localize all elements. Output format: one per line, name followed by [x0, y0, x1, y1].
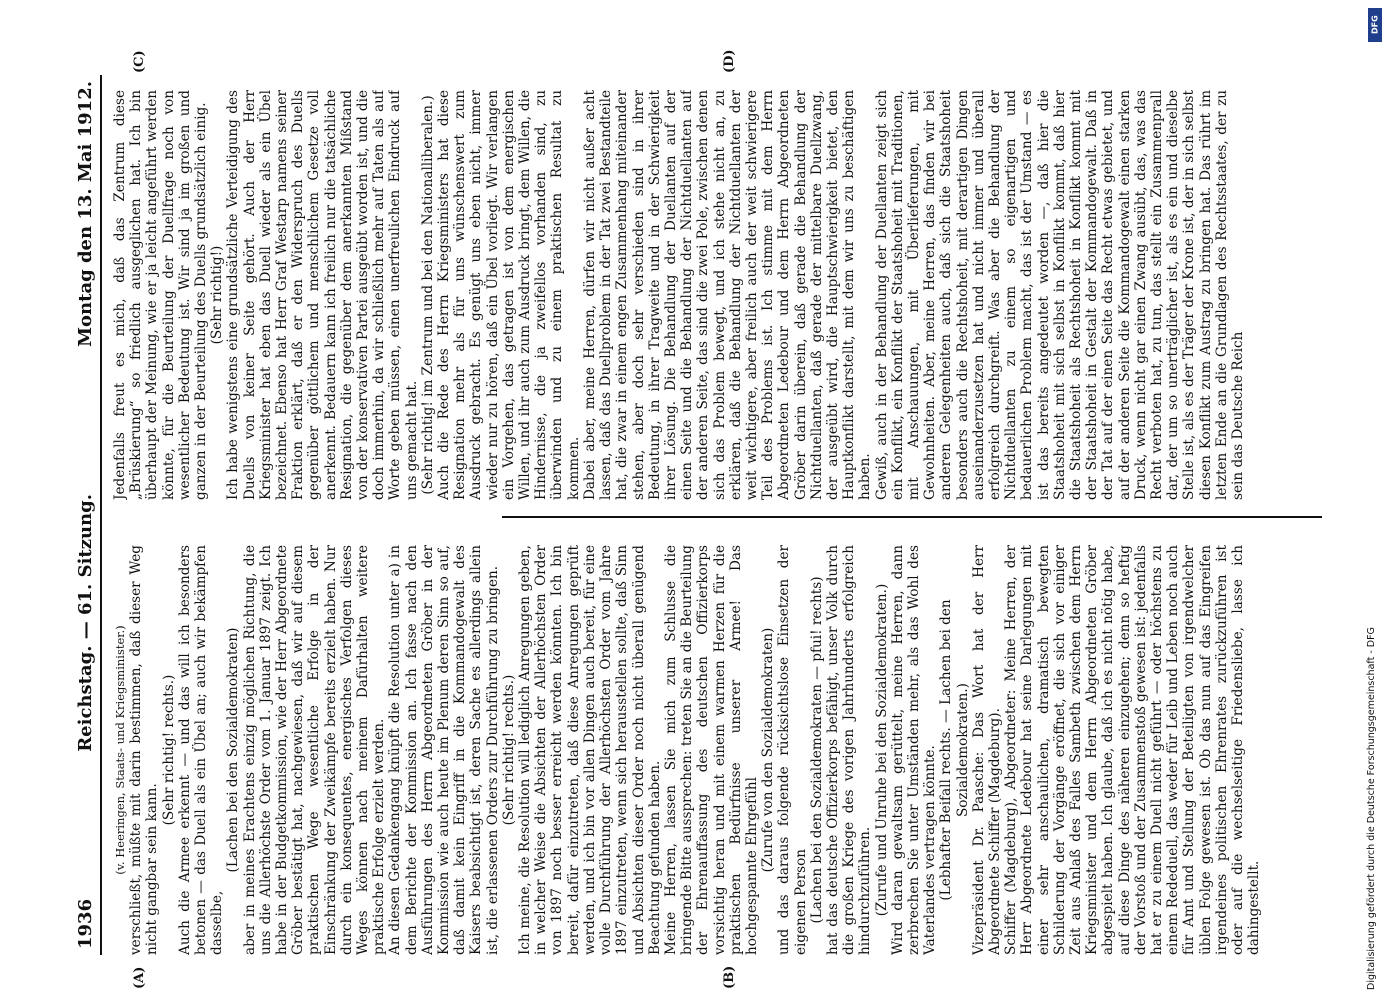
paragraph: Dabei aber, meine Herren, dürfen wir nicht außer acht lassen, daß das Duellproblem in der Tat zwei Bestandteile hat, die zwar in einem engen Zusammenhang miteinander stehen, aber doch sehr verschieden sind in ihrer Bedeutung, in ihrer Tragweite und in der Schwierigkeit ihrer Lösung. Die Behandlung der Duellanten auf der einen Seite und die Behandlung der Nichtduellanten auf der anderen Seite, das sind die zwei Pole, zwischen denen sich das Problem bewegt, und ich stehe nicht an, zu erklären, daß die Behandlung der Nichtduellanten der weit wichtigere, aber freilich auch der weit schwierigere Teil des Problems ist. Ich stimme mit dem Herrn Abgeordneten Ledebour und dem Herrn Abgeordneten Gröber darin überein, daß gerade die Behandlung der Nichtduellanten, daß gerade der mittelbare Duellzwang, der ausgeübt wird, die Hauptschwierigkeit bietet, den Hauptkonflikt darstellt, mit dem wir uns zu beschäftigen haben.	[581, 90, 874, 500]
paragraph: Wird daran gewaltsam gerüttelt, meine Herren, dann zerbrechen Sie unter Umständen mehr, als das Wohl des Vaterlandes vertragen könnte.	[889, 545, 939, 955]
interjection: (Sehr richtig! rechts.)	[500, 674, 517, 826]
margin-marker-c: (C)	[132, 50, 147, 73]
interjection: (Lachen bei den Sozialdemokraten — pfui! rechts)	[808, 576, 825, 924]
paragraph: verschließt, müßte mit darin bestimmen, daß dieser Weg nicht gangbar sein kann.	[128, 545, 161, 955]
paragraph: und das daraus folgende rücksichtslose Einsetzen der eigenen Person	[776, 545, 809, 955]
page-date: Montag den 13. Mai 1912.	[75, 81, 96, 347]
paragraph: Auch die Armee erkennt — und das will ich besonders betonen — das Duell als ein Übel an; auch wir bekämpfen dasselbe,	[176, 545, 226, 955]
rotated-page-content	[62, 49, 1362, 989]
margin-marker-d: (D)	[722, 49, 737, 73]
paragraph: Auch die Rede des Herrn Kriegsministers hat diese Resignation mehr als für uns wünschenswert zum Ausdruck gebracht. Es genügt uns eben nicht, immer wieder nur zu hören, daß ein Übel vorliegt. Wir verlangen ein Vorgehen, das getragen ist von dem energischen Willen, und ihr auch zum Ausdruck bringt, dem Willen, die Hindernisse, die ja zweifellos vorhanden sind, zu überwinden und zu einem praktischen Resultat zu kommen.	[436, 90, 582, 500]
page-header	[62, 75, 102, 955]
paragraph: Schiffer (Magdeburg), Abgeordneter: Meine Herren, der Herr Abgeordnete Ledebour hat seine Darlegungen mit einer sehr anschaulichen, dramatisch bewegten Schilderung der Vorgänge eröffnet, die sich vor einiger Zeit aus Anlaß des Falles Sambeth zwischen dem Herrn Kriegsminister und dem Herrn Abgeordneten Gröber abgespielt haben. Ich glaube, daß ich es nicht nötig habe, auf diese Dinge des näheren einzugehen; denn so heftig der Vorstoß und der Zusammenstoß gewesen ist: jedenfalls hat er zu einem Duell nicht geführt — oder höchstens zu einem Rededuell, das weder für Leib und Leben noch auch für Amt und Stellung der Beteiligten von irgendwelcher üblen Folge gewesen ist. Ob das nun auf das Eingreifen irgendeines politischen Ehrenrates zurückzuführen ist oder auf die wechselseitige Friedensliebe, lasse ich dahingestellt.	[1003, 545, 1263, 955]
page-number: 1936	[75, 898, 96, 949]
interjection: (Zurufe und Unruhe bei den Sozialdemokraten.)	[873, 583, 890, 917]
paragraph: hat das deutsche Offizierkorps befähigt, unser Volk durch die großen Kriege des vorigen Jahrhunderts erfolgreich hindurchzuführen.	[824, 545, 874, 955]
interjection: (Sehr richtig! im Zentrum und bei den Nationalliberalen.)	[419, 95, 436, 495]
interjection: (Zurufe von den Sozialdemokraten)	[760, 627, 777, 873]
paragraph: Gewiß, auch in der Behandlung der Duellanten zeigt sich ein Konflikt, ein Konflikt der Staatshoheit mit Traditionen, mit Anschauungen, mit Überlieferungen, mit Gewohnheiten. Aber, meine Herren, das finden wir bei anderen Gelegenheiten auch, daß sich die Staatshoheit besonders auch die Rechtshoheit, mit derartigen Dingen auseinanderzusetzen hat und nicht immer und überall erfolgreich durchgreift. Was aber die Behandlung der Nichtduellanten zu einem so eigenartigen und bedauerlichen Problem macht, das ist der Umstand — es ist das bereits angedeutet worden —, daß hier die Staatshoheit mit sich selbst in Konflikt kommt, daß hier die Staatshoheit als Rechtshoheit in Konflikt kommt mit der Staatshoheit in Gestalt der Kommandogewalt. Daß in der Tat auf der einen Seite das Recht etwas gebietet, und auf der anderen Seite die Kommandogewalt einen starken Druck, wenn nicht gar einen Zwang ausübt, das, was das Recht verboten hat, zu tun, das stellt ein Zusammenprall dar, der um so unerträglicher ist, als es ein und dieselbe Stelle ist, als es der Träger der Krone ist, der in sich selbst diesen Konflikt zum Austrag zu bringen hat. Das rührt im letzten Ende an die Grundlagen des Rechtsstaates, der zu sein das Deutsche Reich	[873, 90, 1247, 500]
dfg-logo-icon: DFG	[1368, 8, 1382, 42]
interjection: (Sehr richtig!)	[209, 245, 226, 345]
paragraph: An diesen Gedankengang knüpft die Resolution unter a) in dem Berichte der Kommission an. Ich fasse nach den Ausführungen des Herrn Abgeordneten Gröber in der Kommission wie auch heute im Plenum deren Sinn so auf, daß damit kein Eingriff in die Kommandogewalt des Kaisers beabsichtigt ist, deren Sache es allerdings allein ist, die erlassenen Orders zur Durchführung zu bringen.	[387, 545, 501, 955]
interjection: (Lebhafter Beifall rechts. — Lachen bei den Sozialdemokraten.)	[938, 599, 971, 901]
left-column	[112, 545, 1342, 955]
interjection: (Sehr richtig! rechts.)	[160, 674, 177, 826]
paragraph: Meine Herren, lassen Sie mich zum Schlusse die bringende Bitte aussprechen: treten Sie an die Beurteilung der Ehrenauffassung des deutschen Offizierkorps vorsichtig heran und mit einem warmen Herzen für die praktischen Bedürfnisse unserer Armee! Das hochgespannte Ehrgefühl	[662, 545, 760, 955]
paragraph: Jedenfalls freut es mich, daß das Zentrum diese „Brüskierung“ so friedlich ausgeglichen hat. Ich bin überhaupt der Meinung, wie er ja leicht angeführt werden könnte, für die Beurteilung der Duellfrage noch von wesentlicher Bedeutung ist. Wir sind ja im großen und ganzen in der Beurteilung des Duells grundsätzlich einig.	[112, 90, 210, 500]
paragraph: Ich meine, die Resolution will lediglich Anregungen geben, in welcher Weise die Absichten der Allerhöchsten Order von 1897 noch besser erreicht werden könnten. Ich bin bereit, dafür einzutreten, daß diese Anregungen geprüft werden, und ich bin vor allen Dingen auch bereit, für eine volle Durchführung der Allerhöchsten Order vom Jahre 1897 einzutreten, wenn sich herausstellen sollte, daß Sinn und Absichten dieser Order noch nicht überall genügend Beachtung gefunden haben.	[517, 545, 663, 955]
digitization-note: Digitalisierung gefördert durch die Deutsche Forschungsgemeinschaft - DFG	[1366, 627, 1377, 990]
column-divider	[502, 516, 1322, 518]
speaker-note: (v. Heeringen, Staats- und Kriegsminister.)	[113, 625, 127, 875]
margin-marker-a: (A)	[132, 966, 147, 989]
margin-marker-b: (B)	[722, 965, 737, 989]
paragraph: Ich habe wenigstens eine grundsätzliche Verteidigung des Duells von keiner Seite gehört. Auch der Herr Kriegsminister hat eben das Duell wieder als ein Übel bezeichnet. Ebenso hat Herr Graf Westarp namens seiner Fraktion erklärt, daß er den Widerspruch des Duells gegenüber göttlichem und menschlichem Gesetze voll anerkennt. Bedauern kann ich freilich nur die tatsächliche Resignation, die gegenüber dem anerkannten Mißstand von der konservativen Partei ausgeübt worden ist, und die doch immerhin, da wir schließlich mehr auf Taten als auf Worte geben müssen, einen unerfreulichen Eindruck auf uns gemacht hat.	[225, 90, 420, 500]
interjection: (Lachen bei den Sozialdemokraten)	[225, 627, 242, 873]
right-column	[112, 90, 1342, 500]
paragraph: aber in meines Erachtens einzig möglichen Richtung, die uns die Allerhöchste Order vom 1. Januar 1897 zeigt. Ich habe in der Budgetkommission, wie der Herr Abgeordnete Gröber bestätigt hat, nachgewiesen, daß wir auf diesem praktischen Wege wesentliche Erfolge in der Einschränkung der Zweikämpfe bereits erzielt haben. Nur durch ein konsequentes, energisches Verfolgen dieses Weges können nach meinem Dafürhalten weitere praktische Erfolge erzielt werden.	[241, 545, 388, 955]
paragraph: Vizepräsident Dr. Paasche: Das Wort hat der Herr Abgeordnete Schiffer (Magdeburg).	[970, 545, 1003, 955]
page-title: Reichstag. — 61. Sitzung.	[75, 494, 96, 752]
